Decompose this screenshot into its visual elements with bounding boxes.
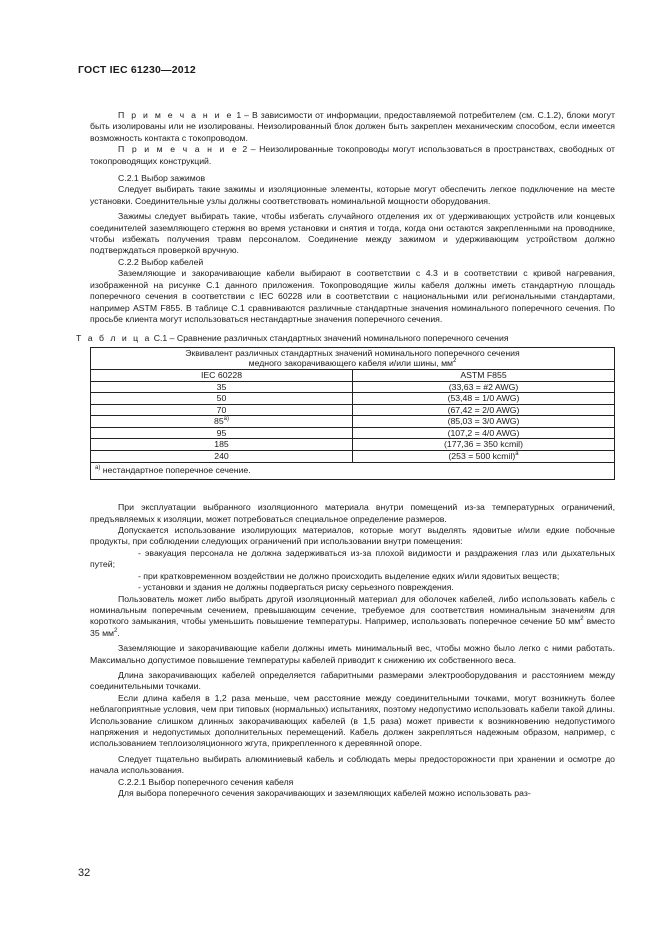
table-title-line: Эквивалент различных стандартных значений номинального поперечного сечения: [185, 347, 520, 358]
paragraph: Следует выбирать такие зажимы и изоляционные элементы, которые могут обеспечить легкое подключение на месте установки. Соединительные узлы должны соответствовать номинальной мощности оборудования.: [90, 184, 615, 206]
table-row: [91, 393, 615, 405]
page-number: 32: [78, 867, 91, 879]
list-item: - эвакуация персонала не должна задерживаться из-за плохой видимости и раздражения глаз или дыхательных путей;: [90, 547, 615, 570]
paragraph: Заземляющие и закорачивающие кабели выбирают в соответствии с 4.3 и в соответствии с кривой нагревания, изображенной на рисунке С.1 данного приложения. Токопроводящие жилы кабеля должны иметь стандартную площадь поперечного сечения в соответствии с IEC 60228 или в соответствии с национальными или региональными стандартами, например ASTM F855. В таблице С.1 сравниваются различные стандартные значения номинального поперечного сечения. По просьбе клиента могут использоваться нестандартные значения поперечного сечения.: [90, 268, 615, 324]
paragraph: Следует тщательно выбирать алюминиевый кабель и соблюдать меры предосторожности при хранении и осмотре до начала использования.: [90, 753, 615, 776]
table-cell: (177,36 = 350 kcmil): [353, 439, 615, 451]
note-label: П р и м е ч а н и е: [118, 110, 234, 120]
table-cell: (85,03 = 3/0 AWG): [353, 416, 615, 428]
table-cell: $85^{а)}$: [91, 416, 353, 428]
table-caption-text: С.1 – Сравнение различных стандартных значений номинального поперечного сечения: [151, 333, 509, 344]
table-row: [91, 381, 615, 393]
table-cell: (53,48 = 1/0 AWG): [353, 393, 615, 405]
note-2: [90, 144, 615, 167]
paragraph: Если длина кабеля в 1,2 раза меньше, чем расстояние между соединительными точками, могут возникнуть более неблагоприятные условия, чем при типовых (нормальных) испытаниях, поэтому недопустимо использовать кабели такой длины. Использование слишком длинных закорачивающих кабелей (в 1,5 раза) может привести к возникновению недопустимого напряжения и недопустимых дополнительных перемещений. Кабель должен закрепляться надежным образом, например, с использованием теплоизоляционного жгута, прикрепленного к деревянной опоре.: [90, 692, 615, 749]
table-cell: 240: [91, 451, 353, 463]
table-caption-label: Т а б л и ц а: [76, 333, 152, 344]
table-cell: (33,63 = #2 AWG): [353, 381, 615, 393]
table-cell: 70: [91, 404, 353, 416]
table-cell: 35: [91, 381, 353, 393]
table-cell: 185: [91, 439, 353, 451]
section-heading-c221: С.2.2.1 Выбор поперечного сечения кабеля: [118, 776, 294, 787]
table-title-line: медного закорачивающего кабеля и/или шины, $мм^2$: [248, 358, 457, 369]
paragraph: Допускается использование изолирующих материалов, которые могут выделять ядовитые и/или едкие побочные продукты, при соблюдении следующих ограничений при использовании внутри помещения:: [90, 525, 615, 547]
list-item: - установки и здания не должны подвергаться риску серьезного повреждения.: [138, 582, 454, 593]
column-header: IEC 60228: [91, 369, 353, 381]
table-cell: (67,42 = 2/0 AWG): [353, 404, 615, 416]
paragraph: Длина закорачивающих кабелей определяется габаритными размерами электрооборудования и расстоянием между соединительными точками.: [90, 669, 615, 692]
paragraph: Зажимы следует выбирать такие, чтобы избегать случайного отделения их от удерживающих устройств или концевых соединителей заземляющего стержня во время установки и снятия и тогда, когда они остаются закрепленными на проводнике, чтобы избежать получения травм персоналом. Соединение между зажимом и удерживающим устройством должно подтверждаться проверкой вручную.: [90, 211, 615, 256]
table-cell: 95: [91, 427, 353, 439]
note-label: П р и м е ч а н и е: [118, 144, 239, 155]
superscript: а: [515, 451, 519, 458]
paragraph: При эксплуатации выбранного изоляционного материала внутри помещений из-за температурных ограничений, предъявляемых к изоляции, может потребоваться специальное определение размеров.: [90, 502, 615, 524]
paragraph: Заземляющие и закорачивающие кабели должны иметь минимальный вес, чтобы можно было легко с ними работать. Максимально допустимое повышение температуры кабелей приводит к снижению их собственного веса.: [90, 643, 615, 665]
superscript: 2: [453, 358, 457, 365]
paragraph: Для выбора поперечного сечения закорачивающих и заземляющих кабелей можно использовать раз-: [118, 788, 531, 798]
table-cell: (107,2 = 4/0 AWG): [353, 427, 615, 439]
list-item: - при кратковременном воздействии не должно происходить выделение едких и/или ядовитых веществ;: [138, 570, 560, 581]
column-header: ASTM F855: [353, 369, 615, 381]
table-row: [91, 439, 615, 451]
table-row: [91, 451, 615, 463]
table-caption: [76, 333, 615, 344]
table-row: [91, 416, 615, 428]
table-footnote: [91, 462, 615, 480]
comparison-table: [90, 347, 615, 481]
page-body: [76, 110, 616, 799]
table-cell: 50: [91, 393, 353, 405]
table-row: [91, 427, 615, 439]
table-cell: (253 = 500 kcmil)$^а$: [353, 451, 615, 463]
note-text: 1 – В зависимости от информации, предоставляемой потребителем (см. С.1.2), блоки могут быть изолированы или не изолированы. Неизолированный блок должен быть закреплен механическим способом, если имеется возможность контакта с токопроводом.: [90, 110, 616, 143]
note-1: [90, 110, 615, 144]
footnote-mark: а): [95, 464, 101, 471]
section-heading-c22: С.2.2 Выбор кабелей: [118, 256, 204, 267]
superscript: а): [223, 416, 229, 423]
footnote-text: нестандартное поперечное сечение.: [100, 464, 251, 475]
paragraph: Пользователь может либо выбрать другой изоляционный материал для оболочек кабелей, либо использовать кабель с номинальным поперечным сечением, превышающим сечение, требуемое для соответствия номинальным значениям для короткого замыкания, чтобы уменьшить повышение температуры. Например, использовать поперечное сечение 50 $мм^2$ вместо 35 $мм^2$.: [90, 593, 615, 638]
note-text: 2 – Неизолированные токопроводы могут использоваться в пространствах, свободных от токопроводящих конструкций.: [90, 144, 616, 166]
table-title-cell: [91, 347, 615, 369]
document-header: ГОСТ IEC 61230—2012: [78, 64, 196, 76]
section-heading-c21: С.2.1 Выбор зажимов: [118, 173, 206, 184]
table-body: [91, 381, 615, 462]
table-row: [91, 404, 615, 416]
